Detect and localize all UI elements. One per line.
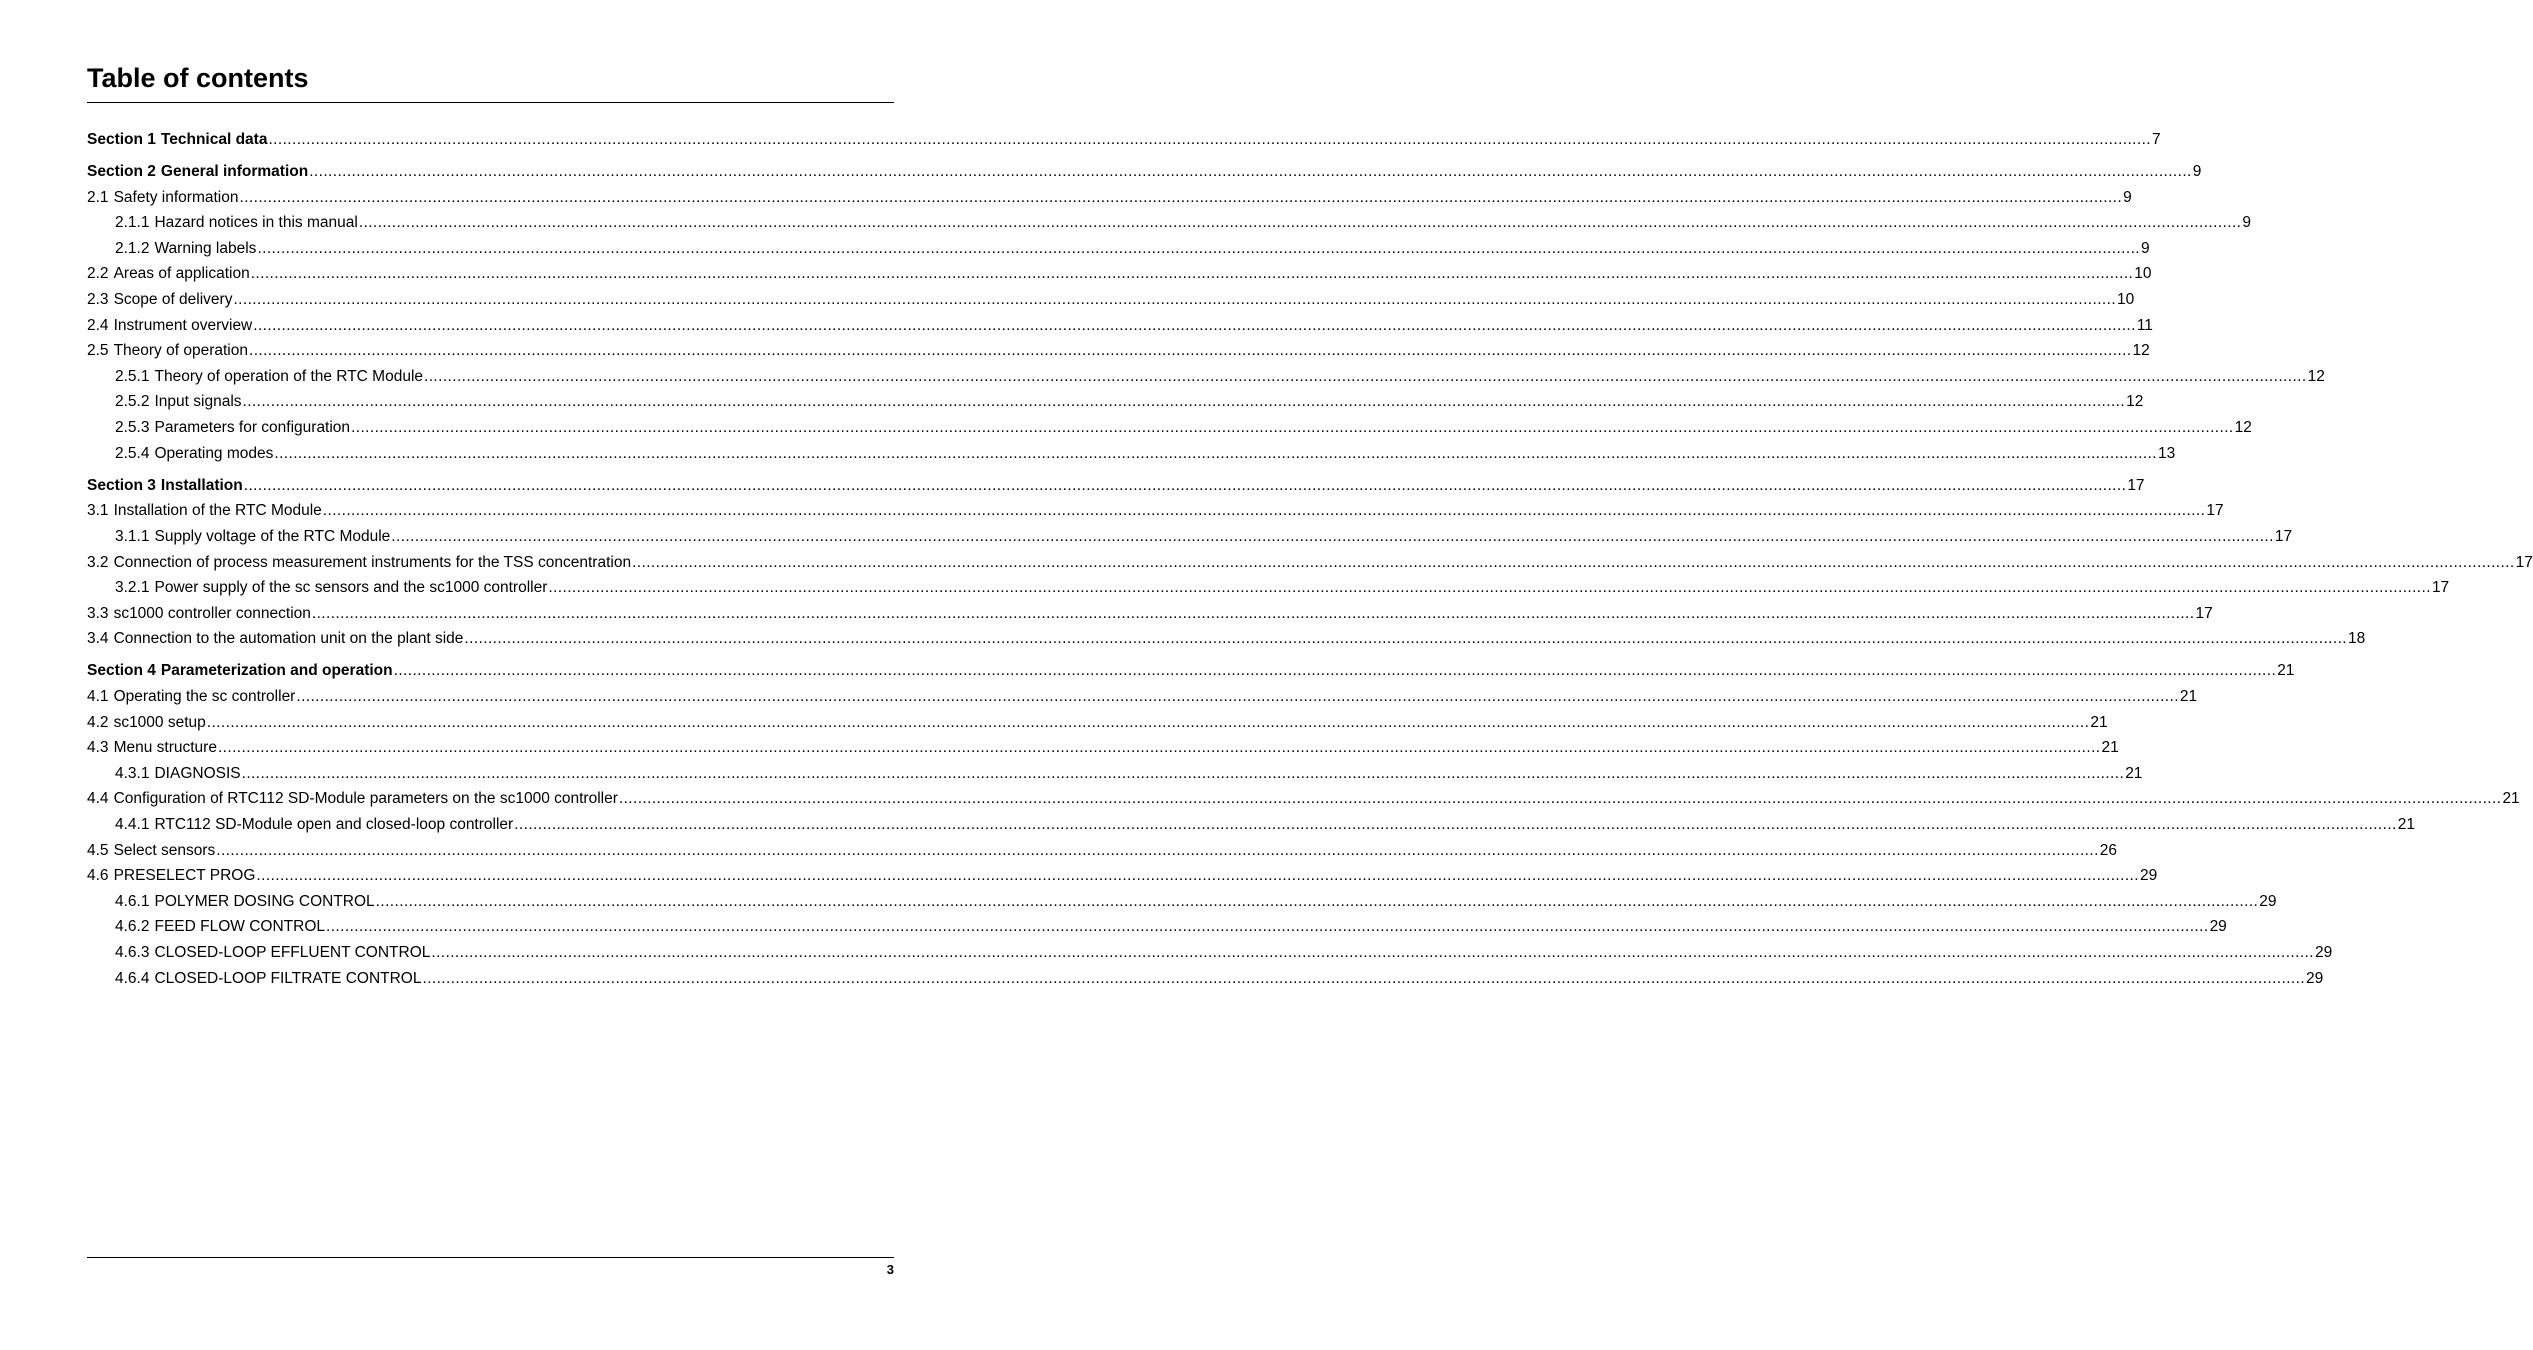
- toc-entry-number: 4.6.4: [115, 969, 150, 987]
- toc-entry[interactable]: [87, 735, 2119, 761]
- toc-entry[interactable]: [87, 441, 2176, 467]
- toc-entry-text: Hazard notices in this manual: [154, 214, 358, 232]
- toc-page-number: 17: [2127, 476, 2145, 494]
- toc-entry-text: Power supply of the sc sensors and the sc1000 controller: [154, 579, 548, 597]
- toc-entry-text: Operating the sc controller: [113, 687, 296, 705]
- toc-page-number: 21: [2502, 790, 2520, 808]
- toc-entry[interactable]: [87, 710, 2108, 736]
- toc-entry-title: [87, 710, 206, 736]
- toc-page-number: 17: [2206, 502, 2224, 520]
- toc-entry-text: Select sensors: [113, 841, 216, 859]
- toc-entry-number: 3.1: [87, 502, 109, 520]
- toc-entry-number: 4.2: [87, 713, 109, 731]
- toc-entry-title: [87, 185, 239, 211]
- toc-entry-number: 4.3.1: [115, 764, 150, 782]
- toc-entry[interactable]: [87, 812, 2416, 838]
- toc-entry-title: [87, 550, 631, 576]
- toc-entry[interactable]: [87, 914, 2227, 940]
- toc-dot-leader: ................................................................................................................................................................................................................................................................................................................................................................................................................: [243, 476, 2127, 494]
- toc-dot-leader: ................................................................................................................................................................................................................................................................................................................................................................................................................: [253, 316, 2136, 334]
- toc-entry[interactable]: [87, 626, 2366, 652]
- toc-entry-title: [87, 473, 243, 499]
- toc-page-number: 21: [2101, 739, 2119, 757]
- toc-entry-title: [87, 684, 295, 710]
- toc-page-number: 12: [2234, 419, 2252, 437]
- toc-entry-title: [87, 658, 393, 684]
- toc-page-number: 26: [2099, 841, 2118, 859]
- toc-entry-text: Configuration of RTC112 SD-Module parameters on the sc1000 controller: [113, 790, 618, 808]
- toc-page-number: 12: [2307, 367, 2325, 385]
- toc-dot-leader: ................................................................................................................................................................................................................................................................................................................................................................................................................: [393, 662, 2277, 680]
- toc-entry-number: 2.1: [87, 188, 109, 206]
- toc-entry-text: FEED FLOW CONTROL: [154, 918, 325, 936]
- toc-page-number: 9: [2192, 163, 2202, 181]
- toc-entry-text: Technical data: [160, 131, 268, 148]
- toc-dot-leader: ................................................................................................................................................................................................................................................................................................................................................................................................................: [548, 579, 2431, 597]
- toc-dot-leader: ................................................................................................................................................................................................................................................................................................................................................................................................................: [239, 188, 2123, 206]
- toc-entry-title: [115, 889, 375, 915]
- toc-dot-leader: ................................................................................................................................................................................................................................................................................................................................................................................................................: [296, 687, 2179, 705]
- toc-entry-text: Installation of the RTC Module: [113, 502, 322, 520]
- toc-section-entry[interactable]: [87, 159, 2202, 185]
- toc-page-number: 29: [2314, 943, 2333, 961]
- toc-dot-leader: ................................................................................................................................................................................................................................................................................................................................................................................................................: [248, 342, 2132, 360]
- toc-entry[interactable]: [87, 415, 2252, 441]
- toc-dot-leader: ................................................................................................................................................................................................................................................................................................................................................................................................................: [268, 131, 2152, 148]
- toc-page-number: 12: [2126, 393, 2144, 411]
- toc-entry-title: [115, 415, 350, 441]
- toc-page-number: 29: [2259, 892, 2277, 910]
- toc-entry-title: [115, 812, 513, 838]
- toc-page-number: 10: [2117, 291, 2135, 309]
- toc-dot-leader: ................................................................................................................................................................................................................................................................................................................................................................................................................: [257, 239, 2140, 257]
- toc-page-number: 17: [2274, 527, 2293, 545]
- toc-entry-number: 2.3: [87, 291, 109, 309]
- toc-entry[interactable]: [87, 338, 2150, 364]
- toc-entry-number: 3.2.1: [115, 579, 150, 597]
- title-divider: [87, 102, 894, 103]
- toc-entry[interactable]: [87, 966, 2324, 992]
- toc-entry-text: Areas of application: [113, 265, 250, 283]
- toc-entry-number: 2.1.2: [115, 239, 150, 257]
- toc-entry-number: 4.3: [87, 739, 109, 757]
- toc-entry-number: 4.4: [87, 790, 109, 808]
- toc-entry[interactable]: [87, 210, 2251, 236]
- toc-page-number: 18: [2347, 630, 2366, 648]
- toc-entry-text: CLOSED-LOOP EFFLUENT CONTROL: [154, 943, 431, 961]
- toc-entry-text: Input signals: [154, 393, 242, 411]
- toc-section-entry[interactable]: [87, 127, 2161, 153]
- toc-entry-number: 2.5.2: [115, 393, 150, 411]
- toc-entry-text: Safety information: [113, 188, 239, 206]
- toc-dot-leader: ................................................................................................................................................................................................................................................................................................................................................................................................................: [632, 553, 2515, 571]
- toc-page-number: 29: [2139, 867, 2158, 885]
- toc-entry-number: 4.6.2: [115, 918, 150, 936]
- toc-entry-title: [115, 761, 241, 787]
- toc-page-number: 21: [2090, 713, 2108, 731]
- toc-entry-text: Installation: [160, 476, 243, 494]
- toc-dot-leader: ................................................................................................................................................................................................................................................................................................................................................................................................................: [274, 444, 2157, 462]
- toc-entry[interactable]: [87, 389, 2144, 415]
- toc-dot-leader: ................................................................................................................................................................................................................................................................................................................................................................................................................: [309, 163, 2192, 181]
- toc-page-number: 13: [2157, 444, 2176, 462]
- toc-entry-number: 3.2: [87, 553, 109, 571]
- toc-entry-title: [87, 498, 322, 524]
- toc-entry-title: [115, 966, 421, 992]
- toc-dot-leader: ................................................................................................................................................................................................................................................................................................................................................................................................................: [250, 265, 2134, 283]
- toc-page-number: 29: [2209, 918, 2227, 936]
- toc-entry-title: [87, 838, 215, 864]
- toc-dot-leader: ................................................................................................................................................................................................................................................................................................................................................................................................................: [206, 713, 2090, 731]
- toc-entry-text: Theory of operation: [113, 342, 248, 360]
- toc-entry-title: [115, 575, 547, 601]
- toc-entry-text: Parameterization and operation: [160, 662, 393, 680]
- toc-entry-text: DIAGNOSIS: [154, 764, 241, 782]
- toc-entry[interactable]: [87, 498, 2224, 524]
- toc-dot-leader: ................................................................................................................................................................................................................................................................................................................................................................................................................: [431, 943, 2314, 961]
- toc-entry-title: [87, 261, 250, 287]
- toc-page-number: 17: [2431, 579, 2450, 597]
- toc-entry-title: [87, 313, 252, 339]
- toc-entry-text: sc1000 controller connection: [113, 604, 311, 622]
- toc-entry-number: 4.5: [87, 841, 109, 859]
- page-number: 3: [886, 1262, 894, 1277]
- toc-dot-leader: ................................................................................................................................................................................................................................................................................................................................................................................................................: [375, 892, 2259, 910]
- toc-entry-title: [87, 601, 311, 627]
- toc-entry-number: 4.4.1: [115, 815, 150, 833]
- toc-page-number: 9: [2141, 239, 2150, 257]
- toc-entry-number: 2.5: [87, 342, 109, 360]
- toc-entry[interactable]: [87, 575, 2450, 601]
- toc-entry-text: Scope of delivery: [113, 291, 233, 309]
- toc-page-number: 7: [2152, 131, 2161, 148]
- toc-entry-number: 2.1.1: [115, 214, 150, 232]
- toc-entry-title: [115, 524, 390, 550]
- toc-entry[interactable]: [87, 287, 2135, 313]
- toc-page-number: 29: [2306, 969, 2324, 987]
- toc-page-number: 11: [2136, 316, 2153, 334]
- toc-entry[interactable]: [87, 261, 2152, 287]
- toc-entry-number: 2.4: [87, 316, 109, 334]
- toc-dot-leader: ................................................................................................................................................................................................................................................................................................................................................................................................................: [391, 527, 2274, 545]
- toc-entry[interactable]: [87, 838, 2118, 864]
- toc-dot-leader: ................................................................................................................................................................................................................................................................................................................................................................................................................: [464, 630, 2347, 648]
- toc-page-number: 9: [2123, 188, 2132, 206]
- toc-page-number: 12: [2132, 342, 2150, 360]
- toc-entry-number: Section 2: [87, 163, 156, 181]
- toc-entry[interactable]: [87, 236, 2150, 262]
- toc-dot-leader: ................................................................................................................................................................................................................................................................................................................................................................................................................: [351, 419, 2234, 437]
- toc-entry-text: Menu structure: [113, 739, 217, 757]
- toc-entry[interactable]: [87, 550, 2533, 576]
- toc-entry[interactable]: [87, 761, 2143, 787]
- toc-entry-text: Connection of process measurement instruments for the TSS concentration: [113, 553, 632, 571]
- toc-entry-text: RTC112 SD-Module open and closed-loop controller: [154, 815, 514, 833]
- toc-entry-title: [87, 863, 255, 889]
- toc-entry-number: 3.1.1: [115, 527, 150, 545]
- toc-dot-leader: ................................................................................................................................................................................................................................................................................................................................................................................................................: [217, 739, 2101, 757]
- toc-entry-title: [115, 441, 273, 467]
- toc-entry-number: 4.6.1: [115, 892, 150, 910]
- toc-entry[interactable]: [87, 863, 2158, 889]
- toc-entry-number: 4.6: [87, 867, 109, 885]
- toc-entry-number: 2.5.4: [115, 444, 150, 462]
- toc-entry-text: Instrument overview: [113, 316, 253, 334]
- toc-dot-leader: ................................................................................................................................................................................................................................................................................................................................................................................................................: [326, 918, 2209, 936]
- toc-dot-leader: ................................................................................................................................................................................................................................................................................................................................................................................................................: [514, 815, 2397, 833]
- toc-entry[interactable]: [87, 601, 2213, 627]
- toc-entry[interactable]: [87, 889, 2277, 915]
- toc-entry-number: Section 3: [87, 476, 156, 494]
- toc-entry-title: [87, 127, 267, 153]
- toc-page-number: 21: [2125, 764, 2143, 782]
- toc-entry-title: [87, 287, 232, 313]
- toc-dot-leader: ................................................................................................................................................................................................................................................................................................................................................................................................................: [618, 790, 2502, 808]
- toc-dot-leader: ................................................................................................................................................................................................................................................................................................................................................................................................................: [358, 214, 2242, 232]
- page-title: Table of contents: [87, 63, 309, 93]
- toc-dot-leader: ................................................................................................................................................................................................................................................................................................................................................................................................................: [241, 764, 2125, 782]
- toc-dot-leader: ................................................................................................................................................................................................................................................................................................................................................................................................................: [256, 867, 2139, 885]
- toc-entry-number: 4.6.3: [115, 943, 150, 961]
- toc-dot-leader: ................................................................................................................................................................................................................................................................................................................................................................................................................: [311, 604, 2195, 622]
- toc-entry[interactable]: [87, 185, 2132, 211]
- toc-entry-text: PRESELECT PROG: [113, 867, 256, 885]
- toc-entry-number: 2.5.3: [115, 419, 150, 437]
- toc-entry-text: CLOSED-LOOP FILTRATE CONTROL: [154, 969, 422, 987]
- toc-entry-title: [87, 159, 308, 185]
- toc-entry-title: [115, 940, 430, 966]
- toc-entry-text: Supply voltage of the RTC Module: [154, 527, 391, 545]
- toc-entry[interactable]: [87, 313, 2153, 339]
- toc-entry-number: 3.4: [87, 630, 109, 648]
- toc-entry-number: 3.3: [87, 604, 109, 622]
- toc-entry[interactable]: [87, 786, 2520, 812]
- toc-page-number: 17: [2195, 604, 2213, 622]
- toc-entry-title: [87, 735, 217, 761]
- toc-entry[interactable]: [87, 524, 2293, 550]
- toc-entry-title: [115, 914, 325, 940]
- toc-entry-title: [87, 786, 618, 812]
- toc-dot-leader: ................................................................................................................................................................................................................................................................................................................................................................................................................: [216, 841, 2099, 859]
- toc-page-number: 10: [2134, 265, 2152, 283]
- toc-entry[interactable]: [87, 364, 2325, 390]
- toc-section-entry[interactable]: [87, 473, 2145, 499]
- toc-page-number: 9: [2242, 214, 2251, 232]
- toc-page-number: 17: [2515, 553, 2533, 571]
- toc-entry-title: [87, 626, 463, 652]
- toc-page-number: 21: [2397, 815, 2416, 833]
- toc-dot-leader: ................................................................................................................................................................................................................................................................................................................................................................................................................: [322, 502, 2206, 520]
- toc-entry-title: [115, 210, 358, 236]
- toc-entry-text: Warning labels: [154, 239, 257, 257]
- toc-entry-number: 4.1: [87, 687, 109, 705]
- toc-entry-title: [115, 236, 256, 262]
- toc-entry-text: Parameters for configuration: [154, 419, 351, 437]
- toc-entry-title: [115, 389, 242, 415]
- toc-entry[interactable]: [87, 940, 2333, 966]
- toc-entry-text: Operating modes: [154, 444, 274, 462]
- toc-entry[interactable]: [87, 684, 2198, 710]
- toc-entry-text: General information: [160, 163, 309, 181]
- toc-dot-leader: ................................................................................................................................................................................................................................................................................................................................................................................................................: [424, 367, 2307, 385]
- toc-dot-leader: ................................................................................................................................................................................................................................................................................................................................................................................................................: [233, 291, 2117, 309]
- toc-entry-number: Section 4: [87, 662, 156, 680]
- table-of-contents: [87, 127, 2533, 991]
- toc-entry-number: 2.5.1: [115, 367, 150, 385]
- toc-entry-text: POLYMER DOSING CONTROL: [154, 892, 375, 910]
- toc-entry-text: sc1000 setup: [113, 713, 206, 731]
- toc-entry-number: Section 1: [87, 131, 156, 148]
- toc-page-number: 21: [2179, 687, 2198, 705]
- toc-entry-number: 2.2: [87, 265, 109, 283]
- footer-divider: [87, 1257, 894, 1258]
- toc-entry-text: Theory of operation of the RTC Module: [154, 367, 424, 385]
- toc-entry-title: [87, 338, 248, 364]
- toc-page-number: 21: [2277, 662, 2295, 680]
- toc-dot-leader: ................................................................................................................................................................................................................................................................................................................................................................................................................: [242, 393, 2126, 411]
- toc-dot-leader: ................................................................................................................................................................................................................................................................................................................................................................................................................: [422, 969, 2306, 987]
- toc-entry-title: [115, 364, 423, 390]
- toc-entry-text: Connection to the automation unit on the plant side: [113, 630, 464, 648]
- toc-section-entry[interactable]: [87, 658, 2295, 684]
